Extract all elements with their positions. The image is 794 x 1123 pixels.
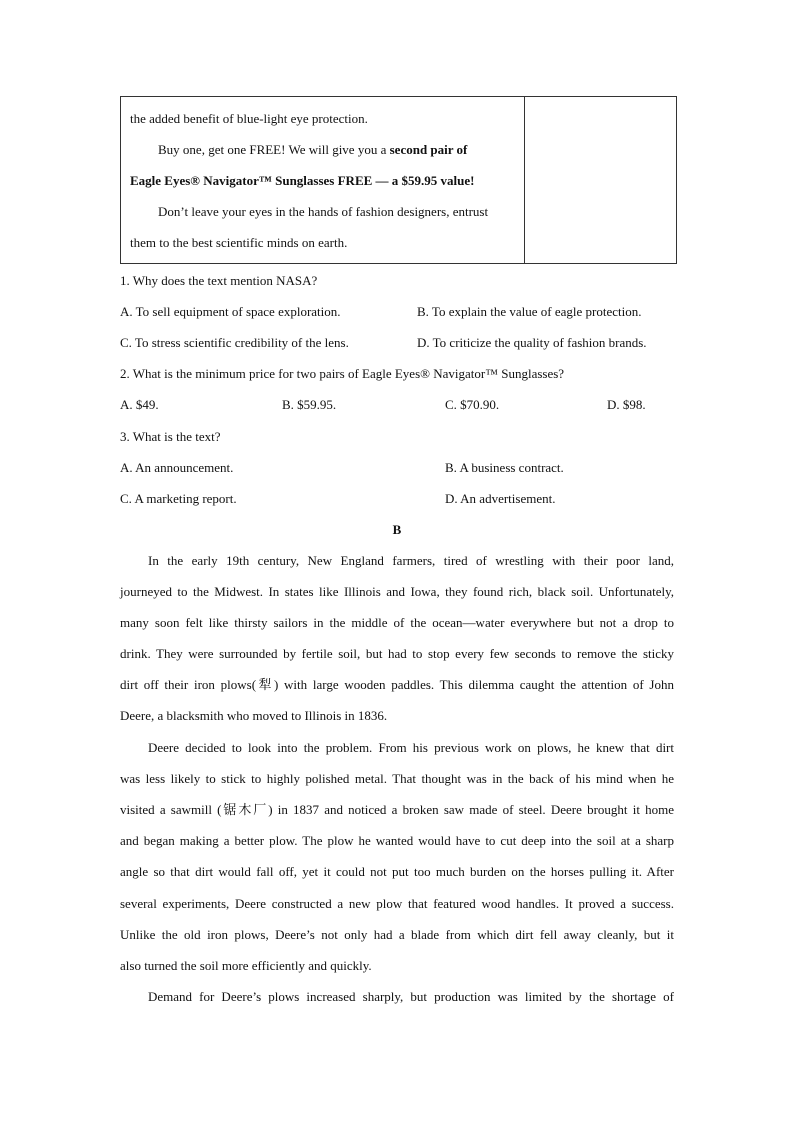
ad-line-4: Don’t leave your eyes in the hands of fashion designers, entrust [158, 204, 489, 219]
paragraph-2-line: angle so that dirt would fall off, yet it could not put too much burden on the horses pulling it. After [120, 864, 674, 879]
question-3-stem: 3. What is the text? [120, 429, 221, 444]
paragraph-2-line: Deere decided to look into the problem. From his previous work on plows, he knew that dirt [148, 740, 674, 755]
question-1-stem: 1. Why does the text mention NASA? [120, 273, 318, 288]
advertisement-empty-cell [525, 97, 677, 264]
question-1-option-a: A. To sell equipment of space exploration. [120, 304, 341, 319]
paragraph-1-line: Deere, a blacksmith who moved to Illinois in 1836. [120, 708, 388, 723]
question-2-option-c: C. $70.90. [445, 397, 500, 412]
paragraph-2-line: several experiments, Deere constructed a new plow that featured wood handles. It proved a success. [120, 896, 674, 911]
paragraph-2-line: visited a sawmill (锯木厂) in 1837 and noticed a broken saw made of steel. Deere brought it home [120, 802, 674, 817]
advertisement-text-cell [121, 97, 525, 264]
ad-line-5: them to the best scientific minds on earth. [130, 235, 348, 250]
paragraph-1-line: In the early 19th century, New England farmers, tired of wrestling with their poor land, [148, 553, 674, 568]
ad-line-2-plain: Buy one, get one FREE! We will give you a [158, 142, 390, 157]
paragraph-1-line: dirt off their iron plows(犁) with large wooden paddles. This dilemma caught the attention of John [120, 677, 674, 692]
question-1-option-d: D. To criticize the quality of fashion brands. [417, 335, 647, 350]
question-2-stem: 2. What is the minimum price for two pairs of Eagle Eyes® Navigator™ Sunglasses? [120, 366, 565, 381]
section-b-heading: B [392, 522, 402, 537]
question-2-option-a: A. $49. [120, 397, 159, 412]
ad-line-1: the added benefit of blue-light eye protection. [130, 111, 368, 126]
paragraph-1-line: journeyed to the Midwest. In states like Illinois and Iowa, they found rich, black soil. Unfortunately, [120, 584, 674, 599]
ad-line-2 [158, 142, 467, 158]
ad-line-2-bold: second pair of [389, 142, 468, 157]
question-1-option-c: C. To stress scientific credibility of the lens. [120, 335, 349, 350]
question-3-option-d: D. An advertisement. [445, 491, 556, 506]
paragraph-1-line: many soon felt like thirsty sailors in the middle of the ocean—water everywhere but not a drop to [120, 615, 674, 630]
paragraph-3-line: Demand for Deere’s plows increased sharply, but production was limited by the shortage of [148, 989, 674, 1004]
paragraph-2-line: also turned the soil more efficiently and quickly. [120, 958, 372, 973]
paragraph-2-line: Unlike the old iron plows, Deere’s not only had a blade from which dirt fell away cleanly, but it [120, 927, 674, 942]
question-3-option-b: B. A business contract. [445, 460, 564, 475]
question-2-option-b: B. $59.95. [282, 397, 337, 412]
ad-line-3: Eagle Eyes® Navigator™ Sunglasses FREE — a $59.95 value! [130, 173, 475, 188]
advertisement-table [120, 96, 677, 264]
paragraph-2-line: and began making a better plow. The plow he wanted would have to cut deep into the soil at a sharp [120, 833, 674, 848]
question-3-option-a: A. An announcement. [120, 460, 234, 475]
question-2-option-d: D. $98. [607, 397, 646, 412]
question-1-option-b: B. To explain the value of eagle protection. [417, 304, 642, 319]
paragraph-2-line: was less likely to stick to highly polished metal. That thought was in the back of his mind when he [120, 771, 674, 786]
question-3-option-c: C. A marketing report. [120, 491, 237, 506]
paragraph-1-line: drink. They were surrounded by fertile soil, but had to stop every few seconds to remove the sticky [120, 646, 674, 661]
